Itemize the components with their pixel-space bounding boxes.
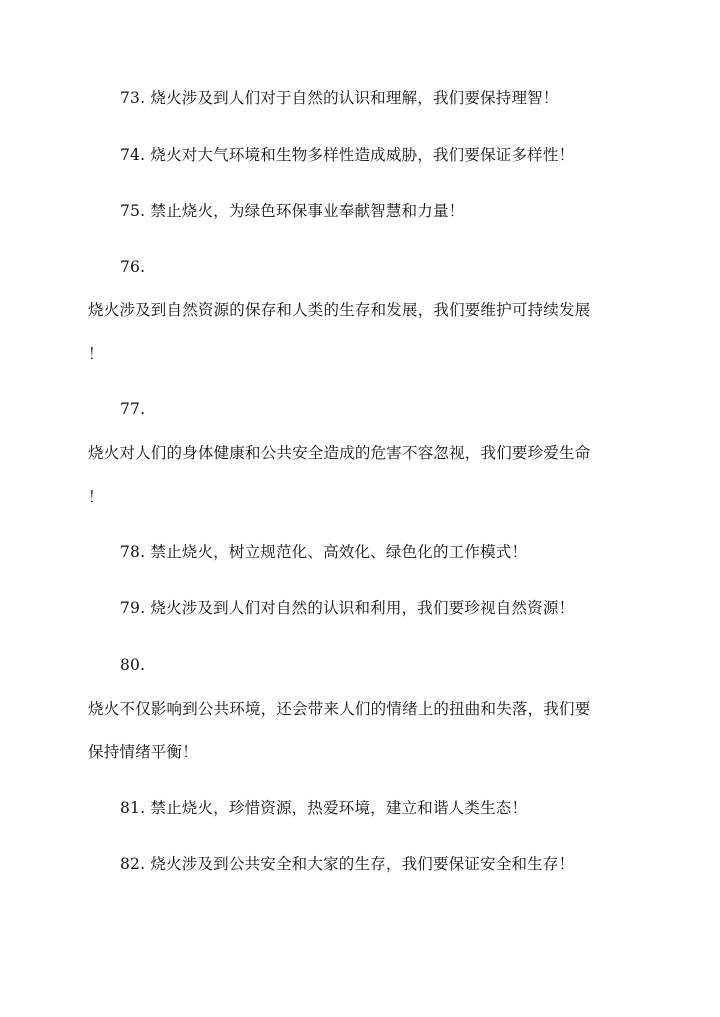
item-81-text: 81. 禁止烧火，珍惜资源，热爱环境，建立和谐人类生态！: [120, 799, 528, 817]
item-77-number: 77.: [120, 400, 146, 418]
item-82-text: 82. 烧火涉及到公共安全和大家的生存，我们要保证安全和生存！: [120, 855, 575, 873]
item-76-number: 76.: [120, 258, 146, 276]
item-80-continuation: 保持情绪平衡！: [88, 743, 198, 761]
item-76-continuation: ！: [88, 345, 104, 363]
item-80-text: 烧火不仅影响到公共环境，还会带来人们的情绪上的扭曲和失落，我们要: [88, 700, 591, 718]
item-73-text: 73. 烧火涉及到人们对于自然的认识和理解，我们要保持理智！: [120, 89, 559, 107]
item-79-text: 79. 烧火涉及到人们对自然的认识和利用，我们要珍视自然资源！: [120, 599, 575, 617]
item-77-text: 烧火对人们的身体健康和公共安全造成的危害不容忽视，我们要珍爱生命: [88, 444, 591, 462]
item-75-text: 75. 禁止烧火，为绿色环保事业奉献智慧和力量！: [120, 202, 465, 220]
item-74-text: 74. 烧火对大气环境和生物多样性造成威胁，我们要保证多样性！: [120, 146, 575, 164]
item-76-text: 烧火涉及到自然资源的保存和人类的生存和发展，我们要维护可持续发展: [88, 301, 591, 319]
item-77-continuation: ！: [88, 488, 104, 506]
item-78-text: 78. 禁止烧火，树立规范化、高效化、绿色化的工作模式！: [120, 543, 528, 561]
item-80-number: 80.: [120, 656, 146, 674]
